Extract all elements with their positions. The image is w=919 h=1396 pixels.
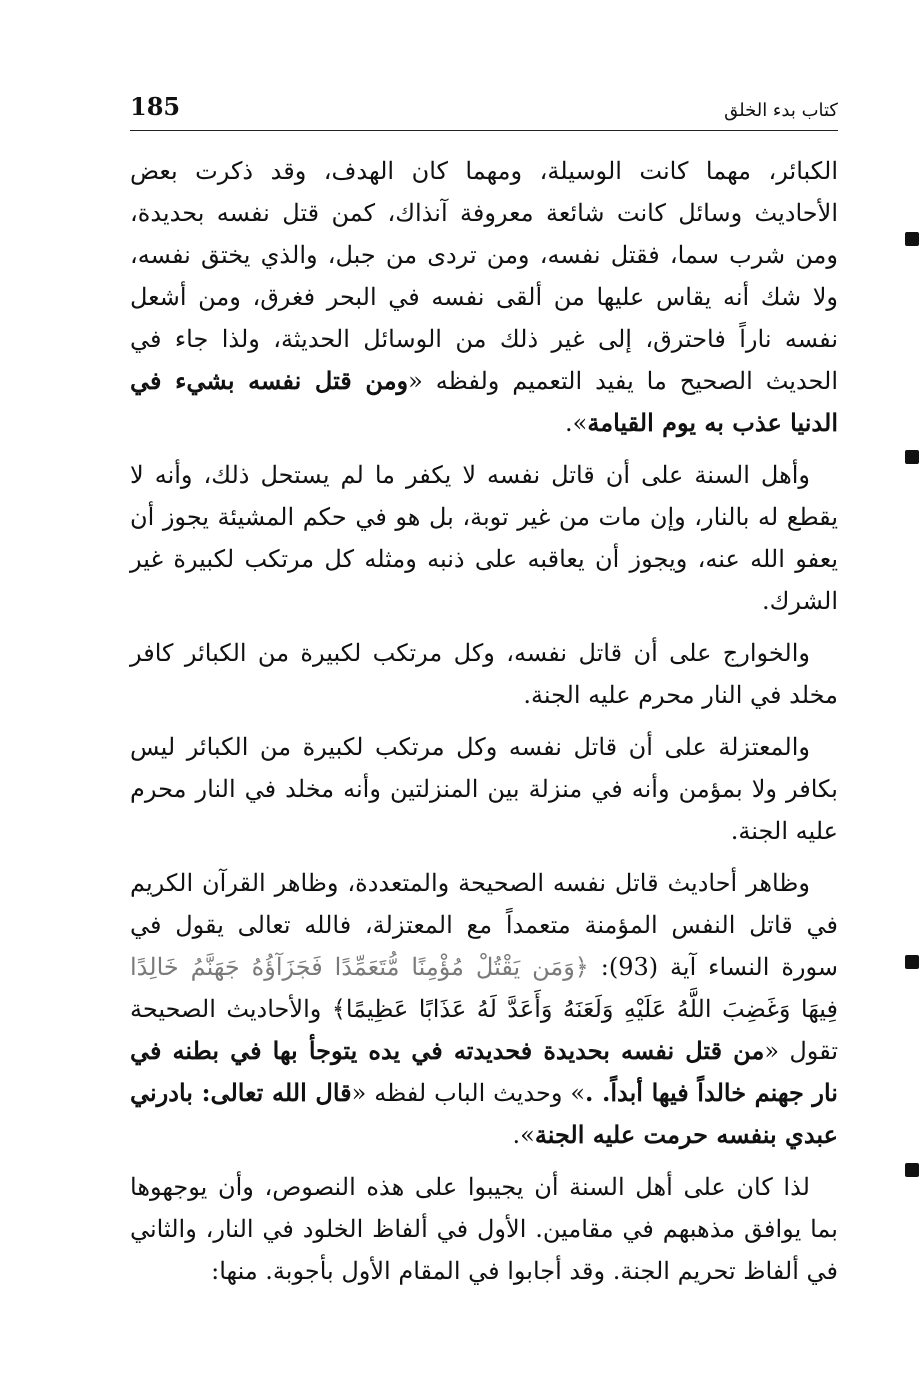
page-number: 185 — [130, 92, 181, 121]
body-text — [130, 150, 838, 1302]
scan-edge-mark — [905, 450, 919, 464]
running-title: كتاب بدء الخلق — [724, 100, 838, 121]
hadith-quote: قال الله تعالى: بادرني عبدي بنفسه حرمت عليه الجنة — [130, 1078, 838, 1149]
paragraph — [130, 150, 838, 444]
paragraph — [130, 862, 838, 1156]
scan-edge-mark — [905, 955, 919, 969]
text-run: والخوارج على أن قاتل نفسه، وكل مرتكب لكبيرة من الكبائر كافر مخلد في النار محرم عليه الجنة. — [130, 639, 838, 709]
text-run: » وحديث الباب لفظه « — [351, 1079, 585, 1107]
text-run: ». — [512, 1121, 535, 1149]
text-run: وأهل السنة على أن قاتل نفسه لا يكفر ما لم يستحل ذلك، وأنه لا يقطع له بالنار، وإن مات من غير توبة، بل هو في حكم المشيئة يجوز أن يعفو الله عنه، ويجوز أن يعاقبه على ذنبه ومثله كل مرتكب لكبيرة غير الشرك. — [130, 461, 839, 615]
hadith-quote: ومن قتل نفسه بشيء في الدنيا عذب به يوم القيامة — [130, 366, 838, 437]
text-run: لذا كان على أهل السنة أن يجيبوا على هذه النصوص، وأن يوجهوها بما يوافق مذهبهم في مقامين. الأول في ألفاظ الخلود في النار، والثاني في ألفاظ تحريم الجنة. وقد أجابوا في المقام الأول بأجوبة. منها: — [130, 1173, 838, 1285]
paragraph — [130, 726, 838, 852]
text-run: والمعتزلة على أن قاتل نفسه وكل مرتكب لكبيرة من الكبائر ليس بكافر ولا بمؤمن وأنه في منزلة بين المنزلتين وأنه مخلد في النار محرم عليه الجنة. — [130, 733, 838, 845]
paragraph — [130, 632, 838, 716]
text-run: فِيهَا وَغَضِبَ اللَّهُ عَلَيْهِ وَلَعَنَهُ وَأَعَدَّ لَهُ عَذَابًا عَظِيمًا﴾ والأحاديث الصحيحة تقول « — [130, 995, 839, 1065]
page-header — [130, 88, 838, 128]
text-run: وظاهر أحاديث قاتل نفسه الصحيحة والمتعددة، وظاهر القرآن الكريم في قاتل النفس المؤمنة متعمداً مع المعتزلة، فالله تعالى يقول في سورة النساء آية (93): — [130, 869, 839, 981]
paragraph — [130, 454, 838, 622]
text-run: ». — [565, 409, 588, 437]
text-run: الكبائر، مهما كانت الوسيلة، ومهما كان الهدف، وقد ذكرت بعض الأحاديث وسائل كانت شائعة معروفة آنذاك، كمن قتل نفسه بحديدة، ومن شرب سما، فقتل نفسه، ومن تردى من جبل، والذي يختق نفسه، ولا شك أنه يقاس عليها من ألقى نفسه في البحر فغرق، ومن أشعل نفسه ناراً فاحترق، إلى غير ذلك من الوسائل الحديثة، ولذا جاء في الحديث الصحيح ما يفيد التعميم ولفظه « — [130, 157, 839, 395]
paragraph — [130, 1166, 838, 1292]
scan-edge-mark — [905, 232, 919, 246]
quran-verse: ﴿وَمَن يَقْتُلْ مُؤْمِنًا مُّتَعَمِّدًا فَجَزَآؤُهُ جَهَنَّمُ خَالِدًا — [130, 953, 589, 981]
hadith-quote: من قتل نفسه بحديدة فحديدته في يده يتوجأ بها في بطنه في نار جهنم خالداً فيها أبداً. . — [130, 1036, 838, 1107]
scan-edge-mark — [905, 1163, 919, 1177]
header-rule — [130, 130, 838, 131]
